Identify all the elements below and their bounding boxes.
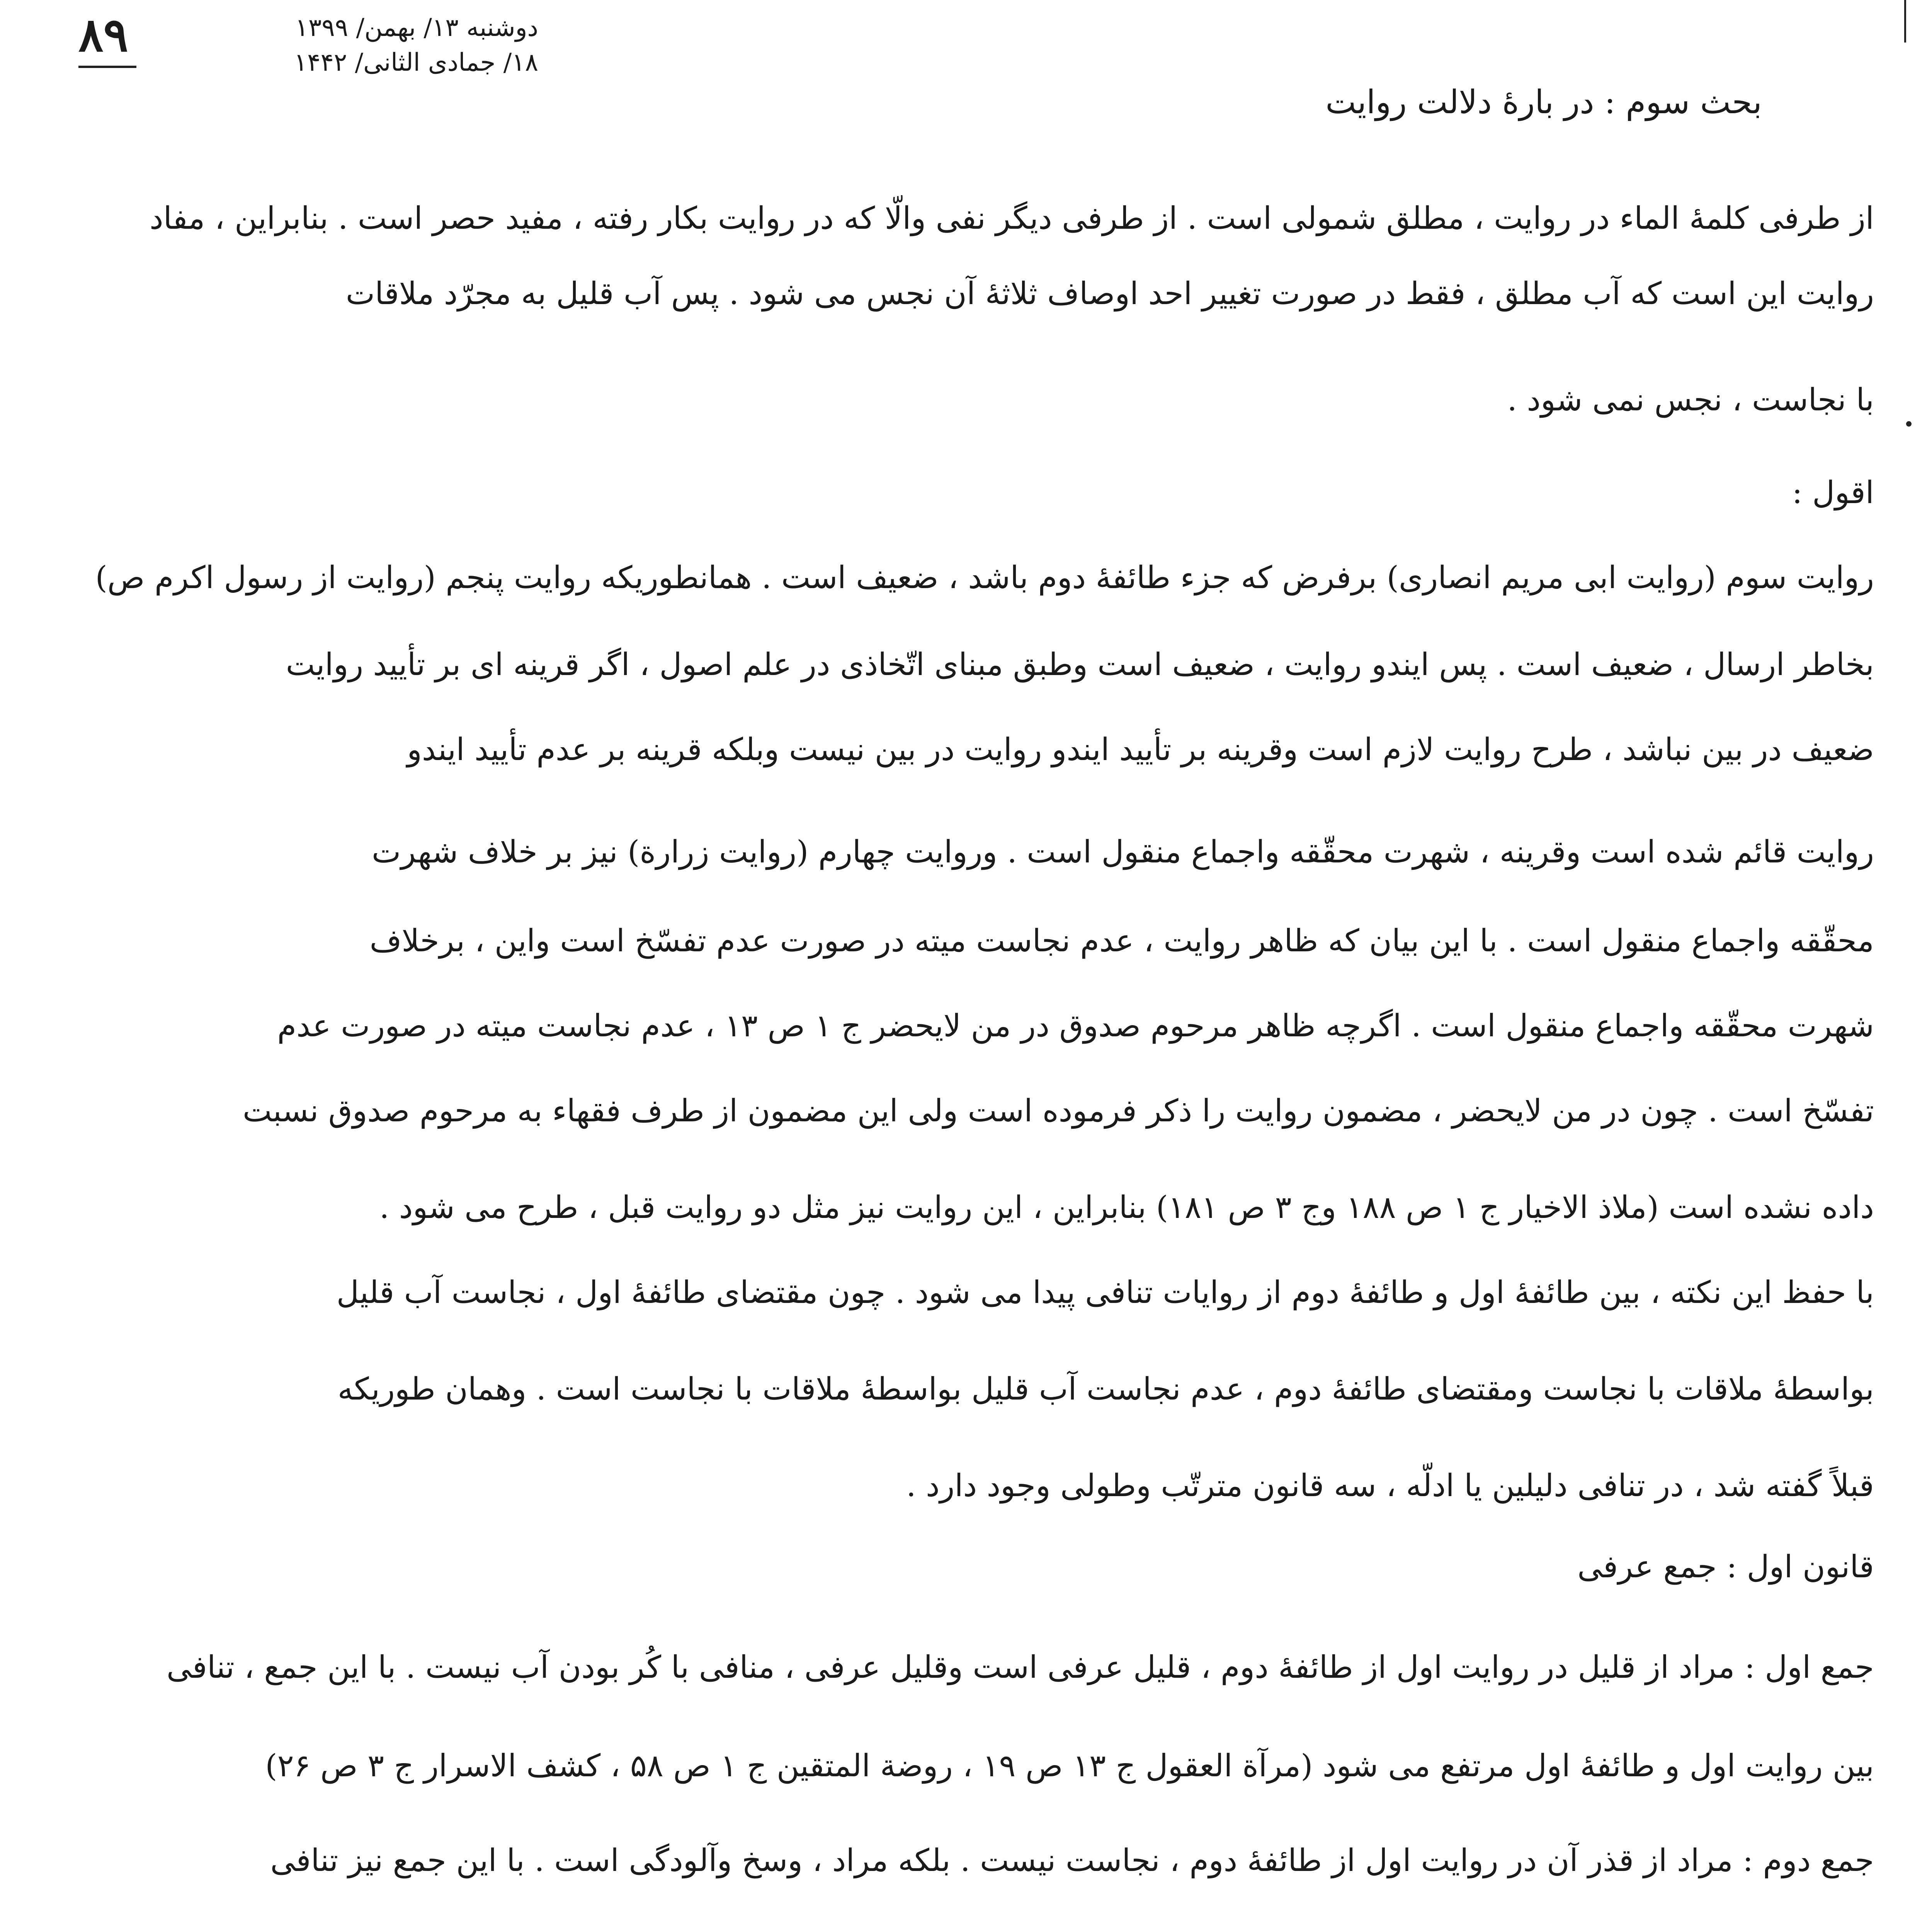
- text-line: شهرت محقّقه واجماع منقول است . اگرچه ظاهر مرحوم صدوق در من لایحضر ج ۱ ص ۱۳ ، عدم نجاست میته در صورت عدم: [277, 1008, 1874, 1044]
- text-line: از طرفی کلمۀ الماء در روایت ، مطلق شمولی است . از طرفی دیگر نفی والّا که در روایت بکار رفته ، مفید حصر است . بنابراین ، مفاد: [150, 200, 1874, 236]
- text-line: قبلاً گفته شد ، در تنافی دلیلین یا ادلّه ، سه قانون مترتّب وطولی وجود دارد .: [906, 1468, 1874, 1503]
- text-line: بخاطر ارسال ، ضعیف است . پس ایندو روایت ، ضعیف است وطبق مبنای اتّخاذی در علم اصول ، اگر قرینه ای بر تأیید روایت: [286, 646, 1874, 682]
- text-line: محقّقه واجماع منقول است . با این بیان که ظاهر روایت ، عدم نجاست میته در صورت عدم تفسّخ است واین ، برخلاف: [369, 923, 1874, 959]
- page-number-underline: [78, 66, 136, 68]
- text-line: روایت این است که آب مطلق ، فقط در صورت تغییر احد اوصاف ثلاثۀ آن نجس می شود . پس آب قلیل به مجرّد ملاقات: [345, 276, 1874, 311]
- section-heading: قانون اول : جمع عرفی: [1577, 1549, 1874, 1585]
- text-line: بواسطۀ ملاقات با نجاست ومقتضای طائفۀ دوم ، عدم نجاست آب قلیل بواسطۀ ملاقات با نجاست است . وهمان طوریکه: [337, 1371, 1874, 1407]
- date-solar: دوشنبه ۱۳/ بهمن/ ۱۳۹۹: [295, 14, 538, 42]
- text-line: روایت قائم شده است وقرینه ، شهرت محقّقه واجماع منقول است . وروایت چهارم (روایت زرارة) نیز بر خلاف شهرت: [371, 834, 1874, 870]
- page-edge-line: [1904, 0, 1906, 43]
- date-lunar: ۱۸/ جمادی الثانی/ ۱۴۴۲: [294, 48, 538, 77]
- text-line: تفسّخ است . چون در من لایحضر ، مضمون روایت را ذکر فرموده است ولی این مضمون از طرف فقهاء به مرحوم صدوق نسبت: [243, 1093, 1874, 1129]
- ink-dot: [1906, 421, 1912, 427]
- page-number: ۸۹: [78, 8, 128, 62]
- section-heading: اقول :: [1792, 474, 1874, 510]
- text-line: ضعیف در بین نباشد ، طرح روایت لازم است وقرینه بر تأیید ایندو روایت در بین نیست وبلکه قرینه بر عدم تأیید ایندو: [407, 731, 1874, 767]
- text-line: جمع اول : مراد از قلیل در روایت اول از طائفۀ دوم ، قلیل عرفی است وقلیل عرفی ، منافی با کُر بودن آب نیست . با این جمع ، تنافی: [167, 1649, 1874, 1685]
- text-line: داده نشده است (ملاذ الاخیار ج ۱ ص ۱۸۸ وج ۳ ص ۱۸۱) بنابراین ، این روایت نیز مثل دو روایت قبل ، طرح می شود .: [379, 1189, 1874, 1225]
- text-line: بین روایت اول و طائفۀ اول مرتفع می شود (مرآة العقول ج ۱۳ ص ۱۹ ، روضة المتقین ج ۱ ص ۵۸ ، کشف الاسرار ج ۳ ص ۲۶): [265, 1748, 1874, 1784]
- page-header: [78, 8, 542, 85]
- text-line: روایت سوم (روایت ابی مریم انصاری) برفرض که جزء طائفۀ دوم باشد ، ضعیف است . همانطوریکه روایت پنجم (روایت از رسول اکرم ص): [95, 560, 1874, 595]
- text-line: [24, 1917, 1874, 1932]
- text-line: جمع دوم : مراد از قذر آن در روایت اول از طائفۀ دوم ، نجاست نیست . بلکه مراد ، وسخ وآلودگی است . با این جمع نیز تنافی: [270, 1842, 1874, 1878]
- text-line: با حفظ این نکته ، بین طائفۀ اول و طائفۀ دوم از روایات تنافی پیدا می شود . چون مقتضای طائفۀ اول ، نجاست آب قلیل: [336, 1274, 1874, 1310]
- section-title: بحث سوم : در بارۀ دلالت روایت: [1325, 83, 1762, 121]
- text-line: با نجاست ، نجس نمی شود .: [1507, 382, 1874, 418]
